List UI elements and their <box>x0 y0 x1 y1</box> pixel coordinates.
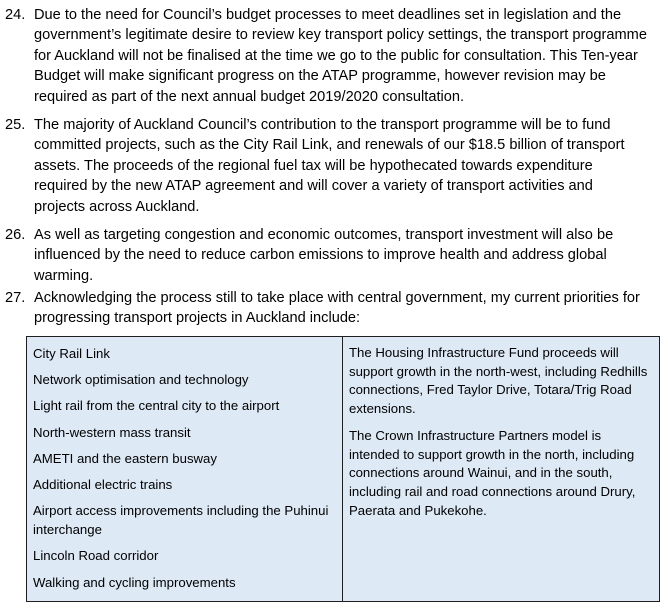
list-item-text: City Rail Link <box>33 346 110 361</box>
list-item-text: Network optimisation and technology <box>33 372 249 388</box>
paragraph-text <box>34 115 655 217</box>
list-item <box>33 370 338 389</box>
text-line: Acknowledging the process still to take place with central government, my current priorities for <box>34 290 640 306</box>
list-item <box>33 396 338 415</box>
paragraph-25 <box>5 115 655 217</box>
funding-note-housing <box>349 344 655 419</box>
text-line: for Auckland will not be finalised at the time we go to the public for consultation. This Ten-year <box>34 47 638 64</box>
list-item <box>33 423 338 442</box>
list-item-text: Light rail from the central city to the airport <box>33 398 280 414</box>
text-line: The majority of Auckland Council’s contribution to the transport programme will be to fund <box>34 117 611 133</box>
paragraph-number: 26. <box>5 227 26 243</box>
text-line: connections around Wainui, and in the south, <box>349 465 613 481</box>
text-line: committed projects, such as the City Rail Link, and renewals of our $18.5 billion of transport <box>34 137 625 154</box>
paragraph-number: 24. <box>5 7 26 23</box>
text-line: The Housing Infrastructure Fund proceeds will <box>349 345 619 360</box>
text-line: The Crown Infrastructure Partners model is <box>349 427 602 443</box>
list-item-text: Walking and cycling improvements <box>33 574 236 590</box>
list-item-text: North-western mass transit <box>33 424 191 440</box>
priorities-table <box>26 336 660 602</box>
list-item-text: Additional electric trains <box>33 476 173 492</box>
list-item <box>33 449 338 468</box>
text-line: Budget will make significant progress on the ATAP programme, however revision may be <box>34 68 606 85</box>
list-item <box>33 573 338 592</box>
priorities-list <box>33 344 338 599</box>
paragraph-text <box>34 5 655 107</box>
paragraph-24 <box>5 5 655 107</box>
paragraph-27 <box>5 288 655 329</box>
text-line: required as part of the next annual budget 2019/2020 consultation. <box>34 88 465 105</box>
list-item <box>33 501 338 539</box>
text-line: Due to the need for Council’s budget processes to meet deadlines set in legislation and the <box>34 7 622 23</box>
text-line: support growth in the north-west, including Redhills <box>349 363 648 379</box>
text-line: progressing transport projects in Auckland include: <box>34 310 361 327</box>
funding-notes <box>349 344 655 528</box>
list-item-text: AMETI and the eastern busway <box>33 450 217 466</box>
paragraph-26 <box>5 225 655 286</box>
text-line: including rail and road connections around Drury, <box>349 483 636 499</box>
list-item <box>33 546 338 565</box>
text-line: extensions. <box>349 401 416 417</box>
text-line: warming. <box>34 267 94 284</box>
text-line: influenced by the need to reduce carbon emissions to improve health and address global <box>34 247 607 264</box>
list-item-text: Airport access improvements including the Puhinui <box>33 503 329 519</box>
paragraph-number: 27. <box>5 290 26 306</box>
paragraph-text <box>34 225 655 286</box>
text-line: intended to support growth in the north, including <box>349 446 635 462</box>
text-line: Paerata and Pukekohe. <box>349 502 487 518</box>
text-line: assets. The proceeds of the regional fuel tax will be hypothecated towards expenditure <box>34 157 593 174</box>
list-item-text: interchange <box>33 522 102 538</box>
text-line: required by the new ATAP agreement and will cover a variety of transport activities and <box>34 178 593 195</box>
text-line: projects across Auckland. <box>34 198 200 215</box>
text-line: connections, Fred Taylor Drive, Totara/Trig Road <box>349 382 632 398</box>
paragraph-number: 25. <box>5 117 26 133</box>
column-divider <box>342 337 343 601</box>
list-item <box>33 344 338 363</box>
text-line: As well as targeting congestion and economic outcomes, transport investment will also be <box>34 227 614 243</box>
text-line: government’s legitimate desire to review key transport policy settings, the transport programme <box>34 27 647 44</box>
paragraph-text <box>34 288 655 329</box>
list-item <box>33 475 338 494</box>
funding-note-crown <box>349 427 655 521</box>
list-item-text: Lincoln Road corridor <box>33 548 159 564</box>
